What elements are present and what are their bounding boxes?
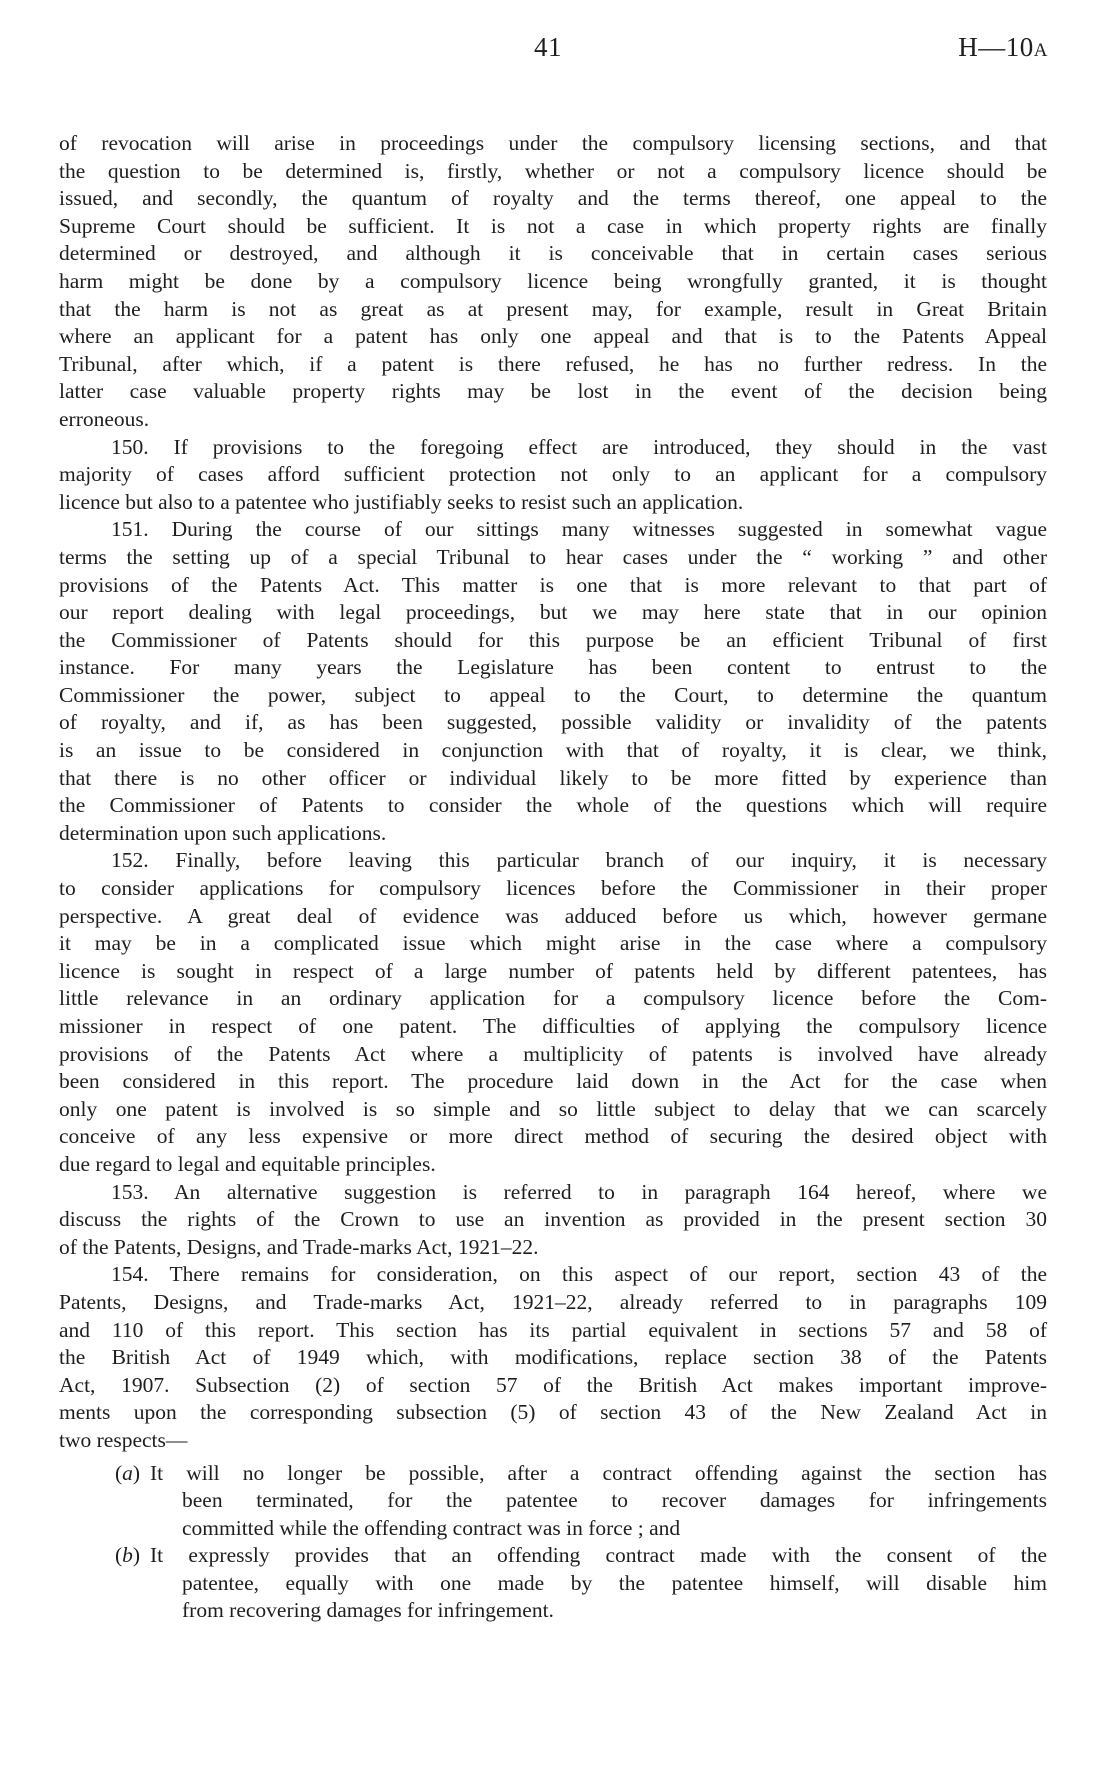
text-line: Patents, Designs, and Trade-marks Act, 1921–22, already referred to in paragraphs 109 [59, 1289, 1047, 1314]
text-line: provisions of the Patents Act where a multiplicity of patents is involved have already [59, 1041, 1047, 1066]
text-line: to consider applications for compulsory licences before the Commissioner in their proper [59, 876, 1047, 901]
text-line: that the harm is not as great as at present may, for example, result in Great Britain [59, 296, 1047, 321]
text-line: little relevance in an ordinary application for a compulsory licence before the Com- [59, 986, 1047, 1011]
paragraph-151 [59, 516, 1047, 847]
text-line: of royalty, and if, as has been suggested, possible validity or invalidity of the patents [59, 710, 1047, 735]
text-line: conceive of any less expensive or more direct method of securing the desired object with [59, 1124, 1047, 1149]
text-line: missioner in respect of one patent. The difficulties of applying the compulsory licence [59, 1014, 1047, 1038]
text-line: been terminated, for the patentee to recover damages for infringements [182, 1488, 1047, 1513]
text-line: licence but also to a patentee who justifiably seeks to resist such an application. [59, 489, 744, 514]
text-line: provisions of the Patents Act. This matter is one that is more relevant to that part of [59, 572, 1047, 597]
text-line: the question to be determined is, firstly, whether or not a compulsory licence should be [59, 158, 1047, 183]
text-line: patentee, equally with one made by the patentee himself, will disable him [182, 1570, 1047, 1595]
list-item-label: (a) [115, 1460, 141, 1485]
text-line: Commissioner the power, subject to appeal to the Court, to determine the quantum [59, 682, 1047, 707]
text-line: 150. If provisions to the foregoing effect are introduced, they should in the vast [111, 434, 1047, 459]
list-item-label: (b) [115, 1543, 141, 1568]
text-line: ments upon the corresponding subsection (5) of section 43 of the New Zealand Act in [59, 1400, 1047, 1425]
text-line: 151. During the course of our sittings many witnesses suggested in somewhat vague [111, 517, 1047, 542]
text-line: It will no longer be possible, after a contract offending against the section has [150, 1460, 1047, 1485]
text-line: two respects— [59, 1427, 188, 1452]
document-reference-suffix: A [1033, 40, 1048, 61]
text-line: determined or destroyed, and although it is conceivable that in certain cases serious [59, 241, 1047, 266]
paragraph-continuation [59, 130, 1047, 434]
paragraph-152 [59, 847, 1047, 1178]
text-line: perspective. A great deal of evidence was adduced before us which, however germane [59, 903, 1047, 928]
text-line: of revocation will arise in proceedings under the compulsory licensing sections, and that [59, 131, 1047, 155]
text-line: determination upon such applications. [59, 820, 387, 845]
text-line: terms the setting up of a special Tribunal to hear cases under the “ working ” and other [59, 544, 1047, 569]
text-line: from recovering damages for infringement. [182, 1598, 554, 1623]
list-item-b [59, 1542, 1047, 1625]
text-line: Act, 1907. Subsection (2) of section 57 of the British Act makes important improve- [59, 1372, 1047, 1397]
text-line: that there is no other officer or individual likely to be more fitted by experience than [59, 765, 1047, 790]
text-line: is an issue to be considered in conjunction with that of royalty, it is clear, we think, [59, 738, 1047, 763]
text-line: the Commissioner of Patents should for this purpose be an efficient Tribunal of first [59, 627, 1047, 652]
text-line: 152. Finally, before leaving this particular branch of our inquiry, it is necessary [111, 848, 1047, 873]
list-item-letter: b [122, 1543, 133, 1568]
page-number: 41 [534, 32, 562, 62]
list-item-letter: a [122, 1460, 133, 1485]
text-line: due regard to legal and equitable principles. [59, 1151, 436, 1176]
body-text [59, 130, 1047, 1625]
document-reference-main: H—10 [958, 32, 1034, 62]
text-line: our report dealing with legal proceedings, but we may here state that in our opinion [59, 600, 1047, 625]
text-line: It expressly provides that an offending contract made with the consent of the [150, 1543, 1047, 1568]
paragraph-150 [59, 434, 1047, 517]
text-line: only one patent is involved is so simple and so little subject to delay that we can scarcely [59, 1096, 1047, 1121]
text-line: Tribunal, after which, if a patent is there refused, he has no further redress. In the [59, 351, 1047, 376]
paragraph-154 [59, 1261, 1047, 1454]
text-line: and 110 of this report. This section has its partial equivalent in sections 57 and 58 of [59, 1317, 1047, 1342]
text-line: 154. There remains for consideration, on this aspect of our report, section 43 of the [111, 1262, 1047, 1287]
text-line: majority of cases afford sufficient protection not only to an applicant for a compulsory [59, 462, 1047, 487]
text-line: been considered in this report. The procedure laid down in the Act for the case when [59, 1069, 1047, 1094]
text-line: committed while the offending contract was in force ; and [182, 1515, 681, 1540]
sub-list [59, 1460, 1047, 1626]
document-reference [958, 32, 1048, 63]
text-line: it may be in a complicated issue which might arise in the case where a compulsory [59, 931, 1047, 956]
text-line: latter case valuable property rights may be lost in the event of the decision being [59, 379, 1047, 404]
text-line: of the Patents, Designs, and Trade-marks Act, 1921–22. [59, 1234, 539, 1259]
paragraph-153 [59, 1179, 1047, 1262]
text-line: Supreme Court should be sufficient. It is not a case in which property rights are finally [59, 213, 1047, 238]
text-line: the Commissioner of Patents to consider the whole of the questions which will require [59, 793, 1047, 818]
list-item-a [59, 1460, 1047, 1543]
text-line: where an applicant for a patent has only one appeal and that is to the Patents Appeal [59, 324, 1047, 349]
text-line: discuss the rights of the Crown to use an invention as provided in the present section 30 [59, 1207, 1047, 1232]
text-line: harm might be done by a compulsory licence being wrongfully granted, it is thought [59, 268, 1047, 293]
text-line: licence is sought in respect of a large number of patents held by different patentees, has [59, 958, 1047, 983]
text-line: issued, and secondly, the quantum of royalty and the terms thereof, one appeal to the [59, 186, 1047, 211]
text-line: 153. An alternative suggestion is referred to in paragraph 164 hereof, where we [111, 1179, 1047, 1204]
text-line: erroneous. [59, 406, 150, 431]
text-line: instance. For many years the Legislature has been content to entrust to the [59, 655, 1047, 680]
text-line: the British Act of 1949 which, with modifications, replace section 38 of the Patents [59, 1345, 1047, 1370]
